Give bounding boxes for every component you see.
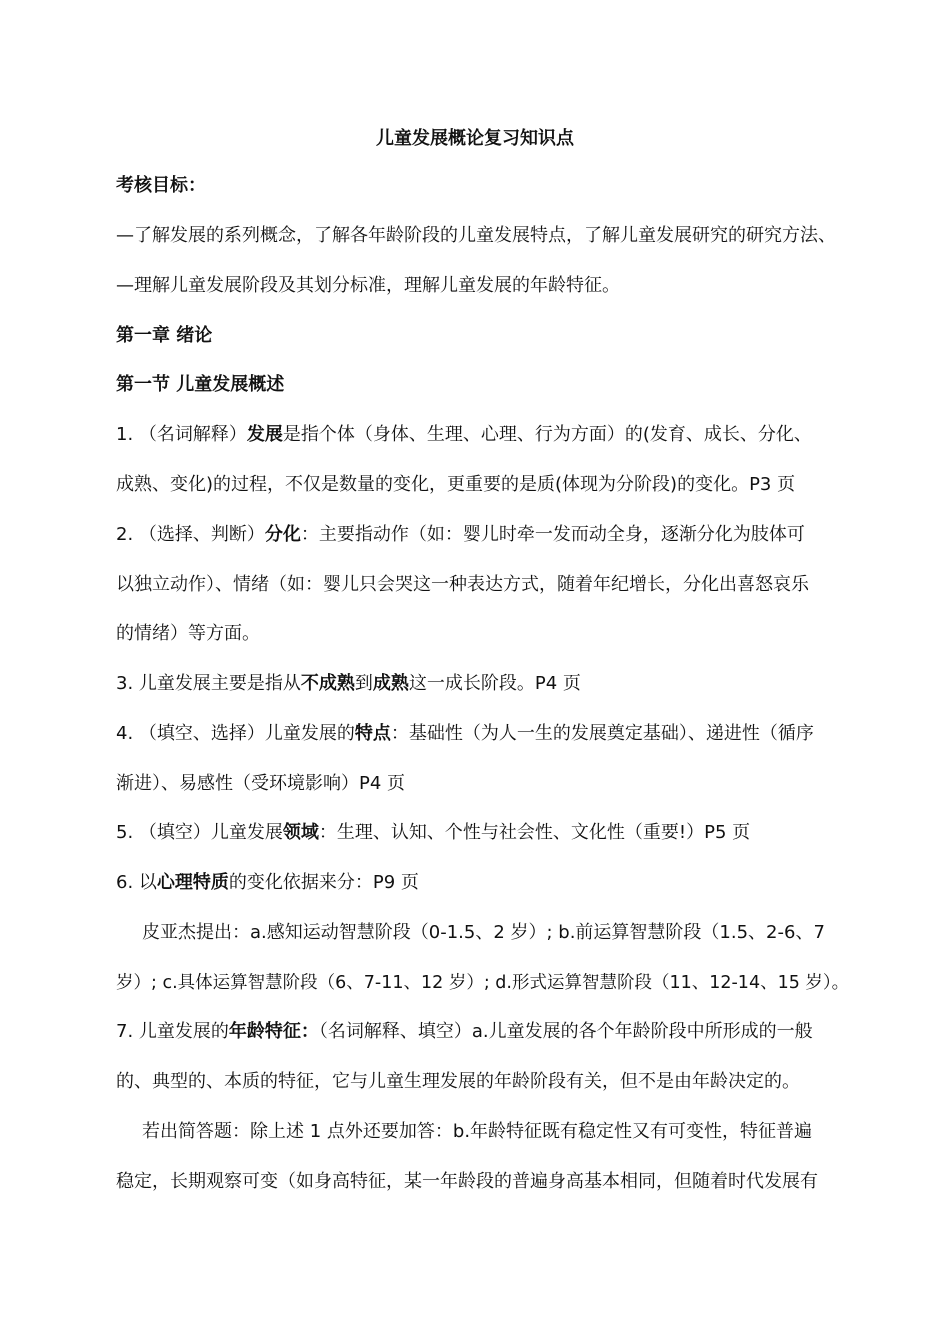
item-4-prefix: 4. （填空、选择）儿童发展的: [116, 723, 355, 744]
item-1-text: 是指个体（身体、生理、心理、行为方面）的(发育、成长、分化、: [282, 424, 812, 445]
assessment-line-1: —了解发展的系列概念，了解各年龄阶段的儿童发展特点，了解儿童发展研究的研究方法、: [116, 225, 836, 246]
item-7-continuation: 的、典型的、本质的特征，它与儿童生理发展的年龄阶段有关，但不是由年龄决定的。: [116, 1071, 800, 1092]
item-4-term: 特点: [354, 723, 391, 744]
item-3-prefix: 3. 儿童发展主要是指从: [116, 673, 301, 694]
item-2-continuation-1: 以独立动作）、情绪（如：婴儿只会哭这一种表达方式，随着年纪增长，分化出喜怒哀乐: [116, 574, 809, 595]
item-1-term: 发展: [246, 424, 283, 445]
item-7-text: （名词解释、填空）a.儿童发展的各个年龄阶段中所形成的一般: [318, 1021, 813, 1042]
item-4: [116, 722, 814, 746]
item-6-term: 心理特质: [156, 872, 229, 893]
item-1: [116, 423, 812, 447]
item-5-prefix: 5. （填空）儿童发展: [116, 822, 283, 843]
document-title: 儿童发展概论复习知识点: [376, 128, 574, 149]
piaget-line-1: 皮亚杰提出：a.感知运动智慧阶段（0-1.5、2 岁）; b.前运算智慧阶段（1.5、2-6、7: [142, 922, 825, 943]
assessment-heading: 考核目标：: [116, 175, 206, 196]
chapter-heading: 第一章 绪论: [116, 325, 213, 346]
item-2-text: ：主要指动作（如：婴儿时牵一发而动全身，逐渐分化为肢体可: [300, 524, 805, 545]
item-4-text: ：基础性（为人一生的发展奠定基础）、递进性（循序: [390, 723, 814, 744]
item-6: [116, 871, 419, 895]
item-6-text: 的变化依据来分：P9 页: [228, 872, 419, 893]
item-5-term: 领域: [282, 822, 319, 843]
item-5-text: ：生理、认知、个性与社会性、文化性（重要!）P5 页: [318, 822, 751, 843]
item-2: [116, 523, 805, 547]
item-3-mid: 到: [354, 673, 373, 694]
assessment-line-2: —理解儿童发展阶段及其划分标准，理解儿童发展的年龄特征。: [116, 275, 620, 296]
item-6-prefix: 6. 以: [116, 872, 157, 893]
item-2-continuation-2: 的情绪）等方面。: [116, 623, 260, 644]
item-2-prefix: 2. （选择、判断）: [116, 524, 265, 545]
item-7-term: 年龄特征：: [228, 1021, 319, 1042]
item-3-text: 这一成长阶段。P4 页: [408, 673, 581, 694]
item-3-term-2: 成熟: [372, 673, 409, 694]
piaget-line-2: 岁）; c.具体运算智慧阶段（6、7-11、12 岁）; d.形式运算智慧阶段（11、12-14、15 岁）。: [116, 973, 850, 993]
item-3-term-1: 不成熟: [300, 673, 355, 694]
item-5: [116, 821, 750, 845]
item-3: [116, 672, 581, 696]
item-4-continuation: 渐进）、易感性（受环境影响）P4 页: [116, 773, 406, 794]
item-7-prefix: 7. 儿童发展的: [116, 1021, 229, 1042]
item-1-continuation: 成熟、变化)的过程，不仅是数量的变化，更重要的是质(体现为分阶段)的变化。P3 页: [116, 474, 796, 495]
item-7-extra-2: 稳定，长期观察可变（如身高特征，某一年龄段的普遍身高基本相同，但随着时代发展有: [116, 1171, 818, 1192]
item-7: [116, 1020, 813, 1044]
item-7-extra-1: 若出简答题：除上述 1 点外还要加答：b.年龄特征既有稳定性又有可变性，特征普遍: [142, 1121, 813, 1142]
item-1-prefix: 1. （名词解释）: [116, 424, 247, 445]
section-heading: 第一节 儿童发展概述: [116, 374, 285, 395]
item-2-term: 分化: [264, 524, 301, 545]
